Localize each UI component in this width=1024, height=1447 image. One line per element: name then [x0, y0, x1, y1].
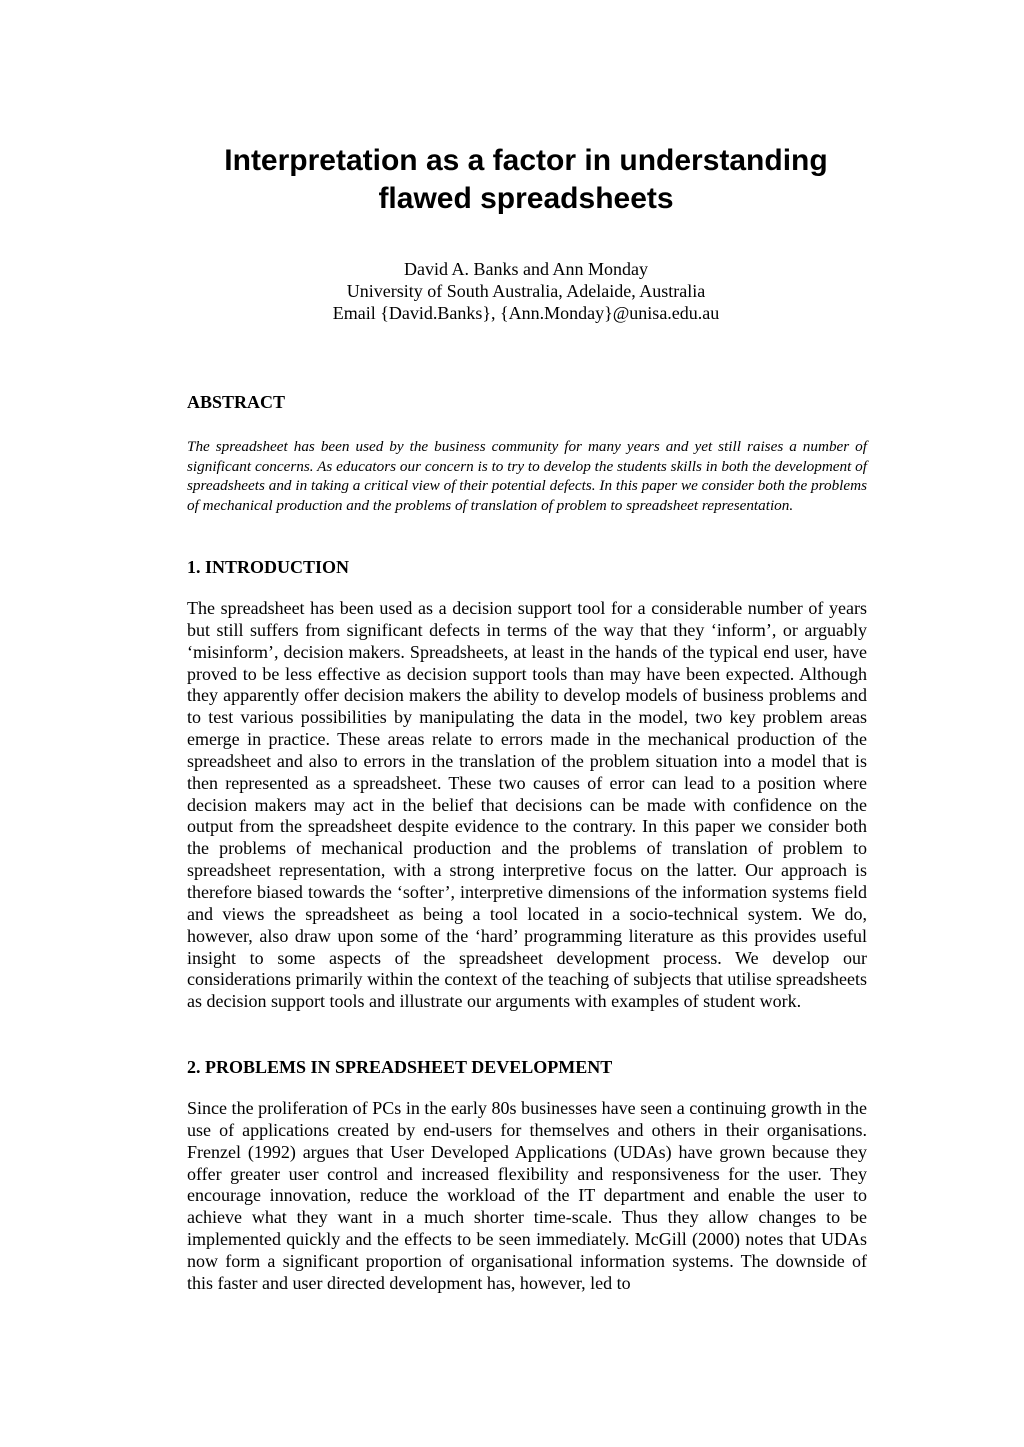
paper-title	[150, 142, 902, 218]
author-names: David A. Banks and Ann Monday	[404, 259, 648, 279]
author-block	[150, 258, 902, 324]
section-heading-introduction: 1. INTRODUCTION	[187, 557, 350, 577]
author-email: Email {David.Banks}, {Ann.Monday}@unisa.edu.au	[332, 303, 720, 323]
title-line-1: Interpretation as a factor in understanding	[224, 144, 828, 177]
section-text-introduction: The spreadsheet has been used as a decision support tool for a considerable number of years but still suffers from significant defects in terms of the way that they ‘inform’, or arguably ‘misinform’, decision makers. Spreadsheets, at least in the hands of the typical end user, have proved to be less effective as decision support tools than may have been expected. Although they apparently offer decision makers the ability to develop models of business problems and to test various possibilities by manipulating the data in the model, two key problem areas emerge in practice. These areas relate to errors made in the mechanical production of the spreadsheet and also to errors in the translation of the problem situation into a model that is then represented as a spreadsheet. These two causes of error can lead to a position where decision makers may act in the belief that decisions can be made with confidence on the output from the spreadsheet despite evidence to the contrary. In this paper we consider both the problems of mechanical production and the problems of translation of problem to spreadsheet representation, with a strong interpretive focus on the latter. Our approach is therefore biased towards the ‘softer’, interpretive dimensions of the information systems field and views the spreadsheet as being a tool located in a socio-technical system. We do, however, also draw upon some of the ‘hard’ programming literature as this provides useful insight to some aspects of the spreadsheet development process. We develop our considerations primarily within the context of the teaching of subjects that utilise spreadsheets as decision support tools and illustrate our arguments with examples of student work.	[187, 598, 867, 1012]
section-heading-problems: 2. PROBLEMS IN SPREADSHEET DEVELOPMENT	[187, 1057, 613, 1077]
title-line-2: flawed spreadsheets	[378, 182, 674, 215]
abstract-text: The spreadsheet has been used by the business community for many years and yet still raises a number of significant concerns. As educators our concern is to try to develop the students skills in both the development of spreadsheets and in taking a critical view of their potential defects. In this paper we consider both the problems of mechanical production and the problems of translation of problem to spreadsheet representation.	[187, 438, 867, 514]
author-affiliation: University of South Australia, Adelaide, Australia	[346, 281, 706, 301]
section-text-problems: Since the proliferation of PCs in the early 80s businesses have seen a continuing growth in the use of applications created by end-users for themselves and others in their organisations. Frenzel (1992) argues that User Developed Applications (UDAs) have grown because they offer greater user control and increased flexibility and responsiveness for the user. They encourage innovation, reduce the workload of the IT department and enable the user to achieve what they want in a much shorter time-scale. Thus they allow changes to be implemented quickly and the effects to be seen immediately. McGill (2000) notes that UDAs now form a significant proportion of organisational information systems. The downside of this faster and user directed development has, however, led to	[187, 1098, 867, 1293]
abstract-heading: ABSTRACT	[187, 392, 286, 412]
